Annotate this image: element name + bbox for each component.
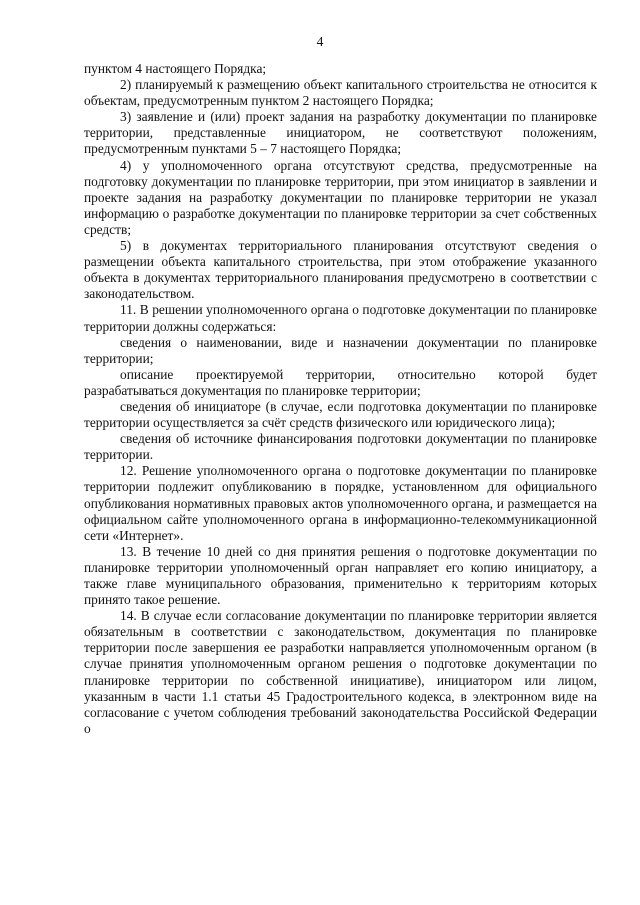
paragraph-clause-12: 12. Решение уполномоченного органа о подготовке документации по планировке территории подлежит опубликованию в порядке, установленном для официального опубликования нормативных правовых актов уполномоченного органа, и размещается на официальном сайте уполномоченного органа в информационно-телекоммуникационной сети «Интернет». [84,463,597,543]
paragraph-clause-11-initiator: сведения об инициаторе (в случае, если подготовка документации по планировке территории осуществляется за счёт средств физического или юридического лица); [84,398,597,431]
paragraph-continuation: пунктом 4 настоящего Порядка; [84,61,267,76]
paragraph-item-2: 2) планируемый к размещению объект капитального строительства не относится к объектам, предусмотренным пунктом 2 настоящего Порядка; [84,77,597,109]
paragraph-clause-11-territory: описание проектируемой территории, относительно которой будет разрабатываться документация по планировке территории; [84,366,597,398]
paragraph-clause-11: 11. В решении уполномоченного органа о подготовке документации по планировке территории должны содержаться: [84,302,597,334]
paragraph-clause-11-name: сведения о наименовании, виде и назначении документации по планировке территории; [84,334,597,366]
paragraph-item-3: 3) заявление и (или) проект задания на разработку документации по планировке территории, представленные инициатором, не соответствуют положениям, предусмотренным пунктами 5 – 7 настоящего Порядка; [84,109,597,157]
paragraph-item-5: 5) в документах территориального планирования отсутствуют сведения о размещении объекта капитального строительства, при этом отображение указанного объекта в документах территориального планирования предусмотрено в соответствии с законодательством. [84,238,597,302]
paragraph-clause-14: 14. В случае если согласование документации по планировке территории является обязательным в соответствии с законодательством, документация по планировке территории после завершения ее разработки направляется уполномоченным органом (в случае принятия уполномоченным органом решения о подготовке документации по планировке территории по собственной инициативе), инициатором или лицом, указанным в части 1.1 статьи 45 Градостроительного кодекса, в электронном виде на согласование с учетом соблюдения требований законодательства Российской Федерации о [84,608,597,736]
document-body [84,61,597,737]
page-number: 4 [316,34,324,49]
paragraph-clause-13: 13. В течение 10 дней со дня принятия решения о подготовке документации по планировке территории уполномоченный орган направляет его копию инициатору, а также главе муниципального образования, применительно к территориям которых принято такое решение. [84,543,597,608]
paragraph-item-4: 4) у уполномоченного органа отсутствуют средства, предусмотренные на подготовку документации по планировке территории, при этом инициатор в заявлении и проекте задания на разработку документации по планировке территории не указал информацию о разработке документации по планировке территории за счет собственных средств; [84,157,597,237]
paragraph-clause-11-funding: сведения об источнике финансирования подготовки документации по планировке территории. [84,431,597,463]
